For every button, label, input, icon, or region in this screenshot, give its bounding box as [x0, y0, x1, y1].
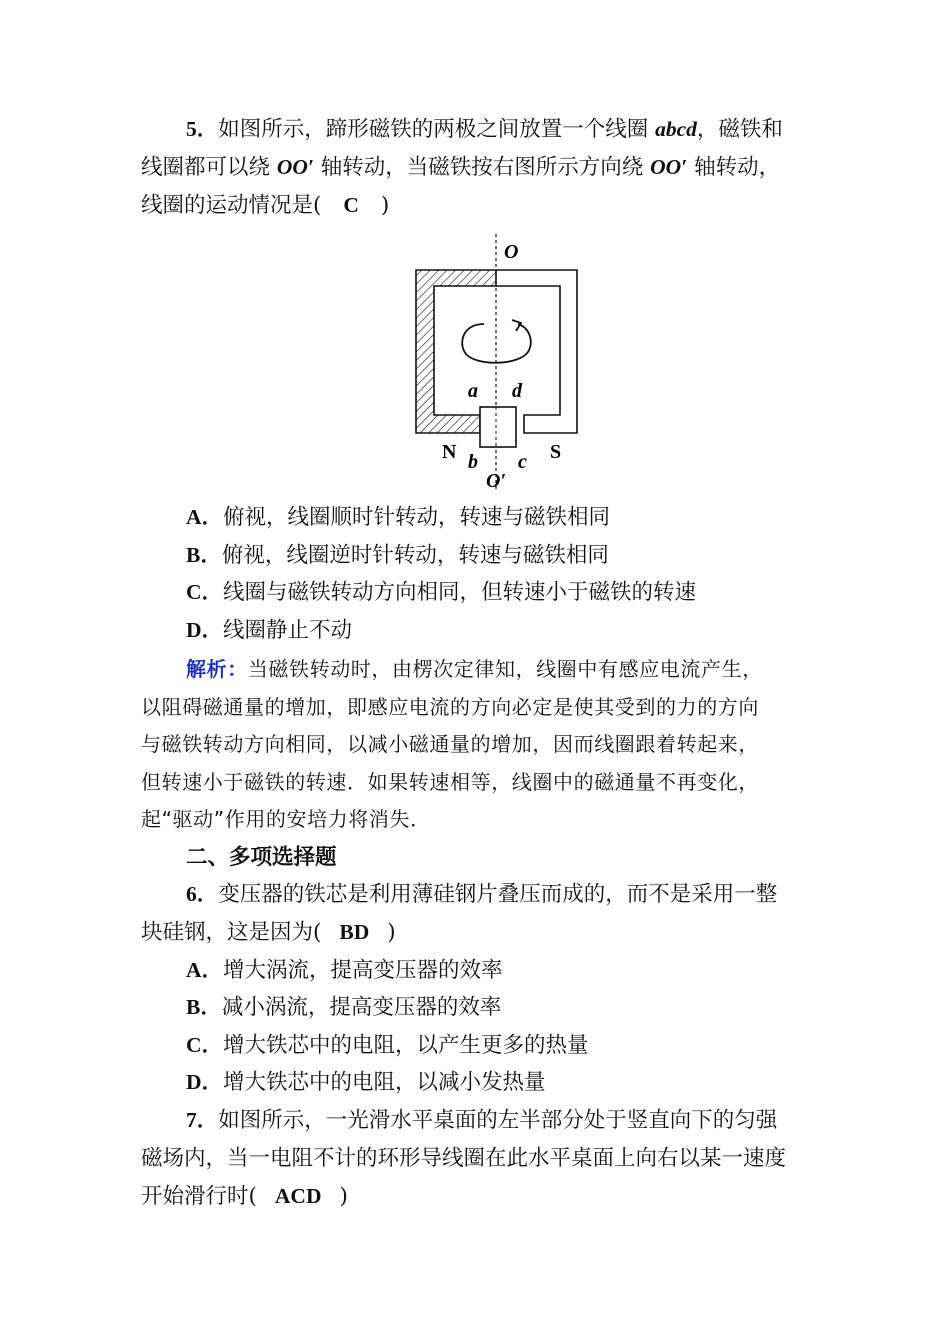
- q5-text-2a: 线圈都可以绕: [141, 155, 277, 180]
- label-s: S: [550, 441, 562, 463]
- label-n: N: [442, 441, 457, 463]
- q6-number: 6．: [186, 882, 219, 906]
- label-o-top: O: [504, 241, 519, 263]
- q5-line-3: [141, 195, 389, 217]
- q5-axis-2: OO′: [650, 155, 688, 179]
- q5-text-2b: 轴转动，当磁铁按右图所示方向绕: [313, 155, 651, 180]
- q5-axis-1: OO′: [276, 155, 314, 179]
- q6-option-b: B．减小涡流，提高变压器的效率: [186, 995, 502, 1020]
- q5-line-2: [141, 157, 780, 179]
- label-a: a: [468, 380, 478, 402]
- label-d: d: [512, 380, 522, 402]
- coil-square: [480, 407, 516, 447]
- q6-option-c: C．增大铁芯中的电阻，以产生更多的热量: [186, 1033, 589, 1058]
- q5-answer: C: [343, 193, 359, 217]
- q5-option-b: B．俯视，线圈逆时针转动，转速与磁铁相同: [186, 543, 609, 568]
- q5-close: ): [380, 193, 390, 218]
- label-b: b: [468, 451, 478, 473]
- q5-solution-line-4: 但转速小于磁铁的转速．如果转速相等，线圈中的磁通量不再变化，: [141, 770, 759, 794]
- q6-line-1: 6．变压器的铁芯是利用薄硅钢片叠压而成的，而不是采用一整: [186, 882, 778, 907]
- q5-option-c: C．线圈与磁铁转动方向相同，但转速小于磁铁的转速: [186, 580, 697, 605]
- q5-option-a: A．俯视，线圈顺时针转动，转速与磁铁相同: [186, 505, 611, 530]
- q6-answer: BD: [339, 920, 370, 944]
- q5-solution-line-5: 起“驱动”作用的安培力将消失．: [141, 807, 431, 831]
- q6-line-2: 块硅钢，这是因为( BD ): [141, 920, 396, 945]
- label-c: c: [518, 451, 527, 473]
- q5-number: 5．: [186, 117, 219, 141]
- q5-solution-line-2: 以阻碍磁通量的增加，即感应电流的方向必定是使其受到的力的方向: [141, 695, 759, 719]
- q6-option-d: D．增大铁芯中的电阻，以减小发热量: [186, 1070, 546, 1095]
- q5-text-2c: 轴转动，: [687, 155, 781, 180]
- q7-number: 7．: [186, 1108, 219, 1132]
- q5-coil-label: abcd: [655, 117, 697, 141]
- q7-answer: ACD: [274, 1184, 322, 1208]
- q5-option-d: D．线圈静止不动: [186, 618, 353, 643]
- solution-label: 解析：: [186, 657, 248, 681]
- q6-option-a: A．增大涡流，提高变压器的效率: [186, 958, 503, 983]
- q7-line-2: 磁场内，当一电阻不计的环形导线圈在此水平桌面上向右以某一速度: [141, 1146, 787, 1171]
- q5-line-1: [186, 119, 783, 141]
- section-heading-multiple-choice: 二、多项选择题: [186, 845, 337, 870]
- q5-text-3: 线圈的运动情况是(: [141, 193, 322, 218]
- q7-line-3: 开始滑行时( ACD ): [141, 1184, 348, 1209]
- q5-text-1a: 如图所示，蹄形磁铁的两极之间放置一个线圈: [218, 117, 656, 142]
- q5-text-1b: ，磁铁和: [696, 117, 783, 142]
- label-o-bottom: O′: [486, 470, 507, 492]
- q5-solution-line-1: 解析：当磁铁转动时，由楞次定律知，线圈中有感应电流产生，: [186, 657, 763, 681]
- magnet-coil-figure: [400, 232, 600, 494]
- q5-solution-line-3: 与磁铁转动方向相同，以减小磁通量的增加，因而线圈跟着转起来，: [141, 732, 759, 756]
- q7-line-1: 7．如图所示，一光滑水平桌面的左半部分处于竖直向下的匀强: [186, 1108, 778, 1133]
